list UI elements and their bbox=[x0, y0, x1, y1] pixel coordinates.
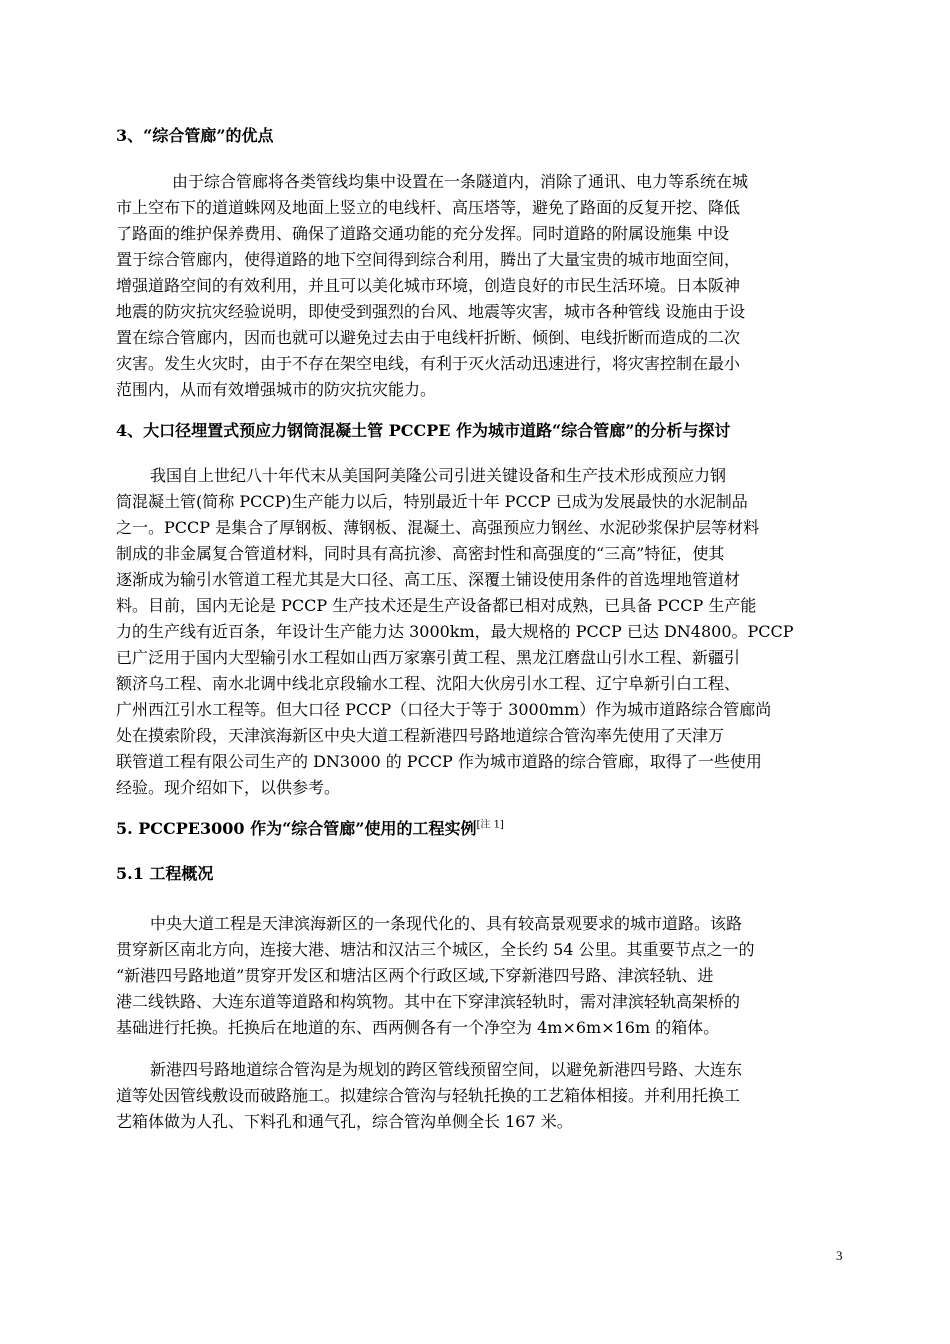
paragraph-line: 力的生产线有近百条，年设计生产能力达 3000km，最大规格的 PCCP 已达 DN4800。PCCP bbox=[116, 622, 794, 641]
page-number: 3 bbox=[836, 1248, 843, 1263]
section-5-1-paragraph-2 bbox=[116, 1057, 851, 1135]
paragraph-line: 增强道路空间的有效利用，并且可以美化城市环境，创造良好的市民生活环境。日本阪神 bbox=[116, 276, 741, 295]
paragraph-line: 联管道工程有限公司生产的 DN3000 的 PCCP 作为城市道路的综合管廊，取得了一些使用 bbox=[116, 752, 762, 771]
footnote-reference: [注 1] bbox=[476, 819, 504, 831]
paragraph-line: 由于综合管廊将各类管线均集中设置在一条隧道内，消除了通讯、电力等系统在城 bbox=[172, 172, 749, 191]
section-3-heading: 3、“综合管廊”的优点 bbox=[116, 126, 274, 145]
paragraph-line: 筒混凝土管(简称 PCCP)生产能力以后，特别最近十年 PCCP 已成为发展最快的水泥制品 bbox=[116, 492, 748, 511]
paragraph-line: 基础进行托换。托换后在地道的东、西两侧各有一个净空为 4m×6m×16m 的箱体。 bbox=[116, 1018, 720, 1037]
paragraph-line: 制成的非金属复合管道材料，同时具有高抗渗、高密封性和高强度的“三高”特征，使其 bbox=[116, 544, 725, 563]
paragraph-line: 新港四号路地道综合管沟是为规划的跨区管线预留空间，以避免新港四号路、大连东 bbox=[150, 1060, 743, 1079]
paragraph-line: 置于综合管廊内，使得道路的地下空间得到综合利用，腾出了大量宝贵的城市地面空间， bbox=[116, 250, 741, 269]
section-5-1-paragraph-1 bbox=[116, 911, 851, 1041]
paragraph-line: 市上空布下的道道蛛网及地面上竖立的电线杆、高压塔等，避免了路面的反复开挖、降低 bbox=[116, 198, 741, 217]
paragraph-line: 经验。现介绍如下，以供参考。 bbox=[116, 778, 341, 797]
paragraph-line: 逐渐成为输引水管道工程尤其是大口径、高工压、深覆土铺设使用条件的首选埋地管道材 bbox=[116, 570, 741, 589]
paragraph-line: 额济乌工程、南水北调中线北京段输水工程、沈阳大伙房引水工程、辽宁阜新引白工程、 bbox=[116, 674, 741, 693]
section-3-paragraph bbox=[116, 169, 851, 403]
paragraph-line: 料。目前，国内无论是 PCCP 生产技术还是生产设备都已相对成熟，已具备 PCCP 生产能 bbox=[116, 596, 757, 615]
section-4-heading: 4、大口径埋置式预应力钢筒混凝土管 PCCPE 作为城市道路“综合管廊”的分析与探讨 bbox=[116, 421, 731, 440]
section-5-heading bbox=[116, 817, 504, 841]
section-4-paragraph bbox=[116, 463, 851, 801]
paragraph-line: 置在综合管廊内，因而也就可以避免过去由于电线杆折断、倾倒、电线折断而造成的二次 bbox=[116, 328, 741, 347]
paragraph-line: 广州西江引水工程等。但大口径 PCCP（口径大于等于 3000mm）作为城市道路综合管廊尚 bbox=[116, 700, 772, 719]
paragraph-line: 灾害。发生火灾时，由于不存在架空电线，有利于灭火活动迅速进行，将灾害控制在最小 bbox=[116, 354, 741, 373]
section-5-heading-text: 5. PCCPE3000 作为“综合管廊”使用的工程实例 bbox=[116, 819, 477, 838]
paragraph-line: 艺箱体做为人孔、下料孔和通气孔，综合管沟单侧全长 167 米。 bbox=[116, 1112, 573, 1131]
paragraph-line: “新港四号路地道”贯穿开发区和塘沽区两个行政区域,下穿新港四号路、津滨轻轨、进 bbox=[116, 966, 714, 985]
paragraph-line: 了路面的维护保养费用、确保了道路交通功能的充分发挥。同时道路的附属设施集 中设 bbox=[116, 224, 730, 243]
paragraph-line: 处在摸索阶段，天津滨海新区中央大道工程新港四号路地道综合管沟率先使用了天津万 bbox=[116, 726, 725, 745]
paragraph-line: 港二线铁路、大连东道等道路和构筑物。其中在下穿津滨轻轨时，需对津滨轻轨高架桥的 bbox=[116, 992, 741, 1011]
paragraph-line: 贯穿新区南北方向，连接大港、塘沽和汉沽三个城区，全长约 54 公里。其重要节点之一的 bbox=[116, 940, 755, 959]
paragraph-line: 已广泛用于国内大型输引水工程如山西万家寨引黄工程、黑龙江磨盘山引水工程、新疆引 bbox=[116, 648, 741, 667]
section-5-1-heading: 5.1 工程概况 bbox=[116, 864, 214, 883]
paragraph-line: 地震的防灾抗灾经验说明，即使受到强烈的台风、地震等灾害，城市各种管线 设施由于设 bbox=[116, 302, 746, 321]
paragraph-line: 范围内，从而有效增强城市的防灾抗灾能力。 bbox=[116, 380, 437, 399]
paragraph-line: 之一。PCCP 是集合了厚钢板、薄钢板、混凝土、高强预应力钢丝、水泥砂浆保护层等材料 bbox=[116, 518, 760, 537]
paragraph-line: 道等处因管线敷设而破路施工。拟建综合管沟与轻轨托换的工艺箱体相接。并利用托换工 bbox=[116, 1086, 741, 1105]
paragraph-line: 中央大道工程是天津滨海新区的一条现代化的、具有较高景观要求的城市道路。该路 bbox=[150, 914, 743, 933]
paragraph-line: 我国自上世纪八十年代末从美国阿美隆公司引进关键设备和生产技术形成预应力钢 bbox=[150, 466, 727, 485]
